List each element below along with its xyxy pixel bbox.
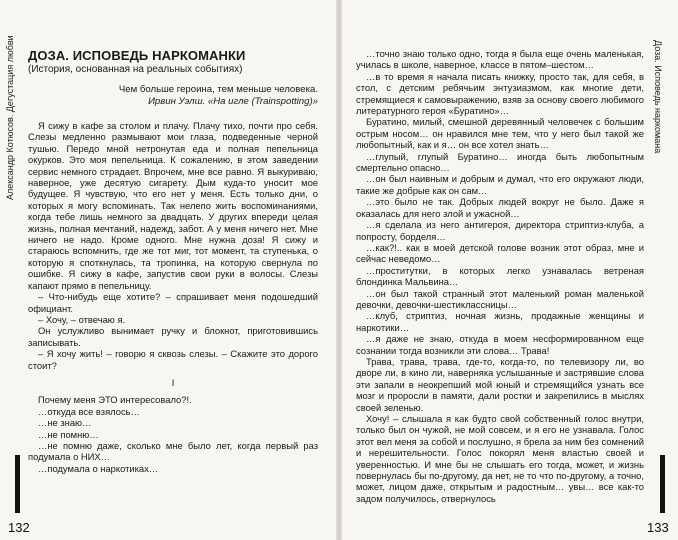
- paragraph: …он был наивным и добрым и думал, что его окружают люди, такие же добрые как он сам…: [356, 173, 644, 196]
- epigraph: [28, 84, 318, 108]
- right-column: [356, 48, 644, 504]
- paragraph: …не помню даже, сколько мне было лет, когда первый раз подумала о НИХ…: [28, 439, 318, 463]
- paragraph: …я даже не знаю, откуда в моем несформированном еще сознании тогда возникли эти слова… Трава!: [356, 333, 644, 356]
- left-column: [28, 48, 318, 474]
- paragraph: …я сделала из него антигероя, директора стриптиз-клуба, а попросту, борделя…: [356, 219, 644, 242]
- paragraph: …клуб, стриптиз, ночная жизнь, продажные женщины и наркотики…: [356, 310, 644, 333]
- paragraph: …точно знаю только одно, тогда я была еще очень маленькая, училась в школе, наверное, классе в пятом–шестом…: [356, 48, 644, 71]
- paragraph: …не знаю…: [38, 417, 92, 429]
- right-body-text: [356, 48, 644, 504]
- epigraph-quote: Чем больше героина, тем меньше человека.: [118, 84, 318, 95]
- paragraph: Почему меня ЭТО интересовало?!.: [38, 394, 192, 406]
- paragraph: – Что-нибудь еще хотите? – спрашивает меня подошедший официант.: [28, 291, 318, 314]
- left-running-head: Александр Котюсов. Дегустация любви: [5, 35, 15, 200]
- paragraph: …он был такой странный этот маленький роман маленькой девочки, девочки-шестиклассницы…: [356, 287, 644, 310]
- right-thumb-bar: [660, 455, 665, 513]
- paragraph: …проститутки, в которых легко узнавалась ветреная блондинка Мальвина…: [356, 264, 644, 288]
- chapter-title: ДОЗА. ИСПОВЕДЬ НАРКОМАНКИ: [28, 48, 246, 63]
- left-thumb-bar: [15, 455, 20, 513]
- paragraph: …это было не так. Добрых людей вокруг не было. Даже я оказалась для него злой и ужасной…: [356, 196, 644, 219]
- paragraph: …не помню…: [38, 428, 99, 440]
- paragraph: …в то время я начала писать книжку, просто так, для себя, в стол, с детским ребячьим энтузиазмом, как многие дети, стремящиеся к самовыражению, взяв за основу своего любимого литературного героя «Буратино»…: [356, 70, 644, 117]
- paragraph: …подумала о наркотиках…: [38, 462, 159, 474]
- right-running-head: Доза. Исповедь наркомана: [653, 40, 663, 154]
- paragraph: …откуда все взялось…: [38, 405, 140, 417]
- paragraph: Хочу! – слышала я как будто свой собственный голос внутри, только был он чужой, не мой совсем, и я его не узнавала. Голос этот вел меня за собой и послушно, я брела за ним без сомнений и нерешительности. Голос покорял меня властью своей и уверенностью. И мне бы не слышать его тогда, может, и жизнь повернулась бы по-другому, да нет, не то что по-другому, а точно, может, лицом даже, открытым и радостным… увы… все как-то задом получилось, отвернулось: [356, 413, 644, 504]
- paragraph: – Я хочу жить! – говорю я сквозь слезы. – Скажите это дорого стоит?: [28, 348, 318, 371]
- epigraph-author: Ирвин Уэлш. «На игле (Trainspotting)»: [148, 96, 318, 107]
- paragraph: Он услужливо вынимает ручку и блокнот, приготовившись записывать.: [28, 325, 318, 348]
- paragraph: – Хочу, – отвечаю я.: [38, 313, 126, 325]
- section-number: I: [171, 376, 175, 388]
- left-body-text: [28, 120, 318, 474]
- paragraph: Я сижу в кафе за столом и плачу. Плачу тихо, почти про себя. Слезы медленно размывают мои глаза, подведенные черной тушью. Передо мной нетронутая еда и полная пепельница окурков. Это моя пепельница. К сожалению, в этом заведении сервис немного страдает. Впрочем, мне все равно. Я выкуриваю, наверное, уже десятую сигарету. Дым куда-то уносит мое будущее. Я чувствую, что его нет у меня. Есть только дни, о которых я могу вспоминать. Так нелепо жить воспоминаниями, когда тебе лишь немного за двадцать. У других впереди целая жизнь, полная мечтаний, надежд, забот. А у меня ничего нет. Мне ничего не надо. Кроме одного. Мне нужна доза! Я сижу и стараюсь вспомнить, где же тот миг, тот момент, та ступенька, о которую я споткнулась, та тропинка, на которую свернула по ошибке. Я сижу в кафе, запустив свои руки в волосы. Слезы капают прямо в пепельницу.: [28, 120, 318, 291]
- chapter-subtitle: (История, основанная на реальных событиях): [28, 64, 243, 75]
- left-page-number: 132: [8, 520, 30, 535]
- paragraph: …как?!.. как в моей детской голове возник этот образ, мне и сейчас неведомо…: [356, 241, 644, 265]
- paragraph: Трава, трава, трава, где-то, когда-то, по телевизору ли, во дворе ли, в кино ли, наверняка услышанные и застрявшие слова эти запали в неокрепший мой юный и стремящийся узнать все мозг и проросли в памяти, дали ростки и закрепились в мыслях своей зеленью.: [356, 355, 644, 413]
- right-page-number: 133: [647, 520, 669, 535]
- paragraph: Буратино, милый, смешной деревянный человечек с большим острым носом… он нравился мне тем, что у него был такой же любопытный, как и я… он все хотел знать…: [356, 116, 644, 151]
- paragraph: …глупый, глупый Буратино… иногда быть любопытным смертельно опасно…: [356, 150, 644, 174]
- book-gutter: [336, 0, 342, 540]
